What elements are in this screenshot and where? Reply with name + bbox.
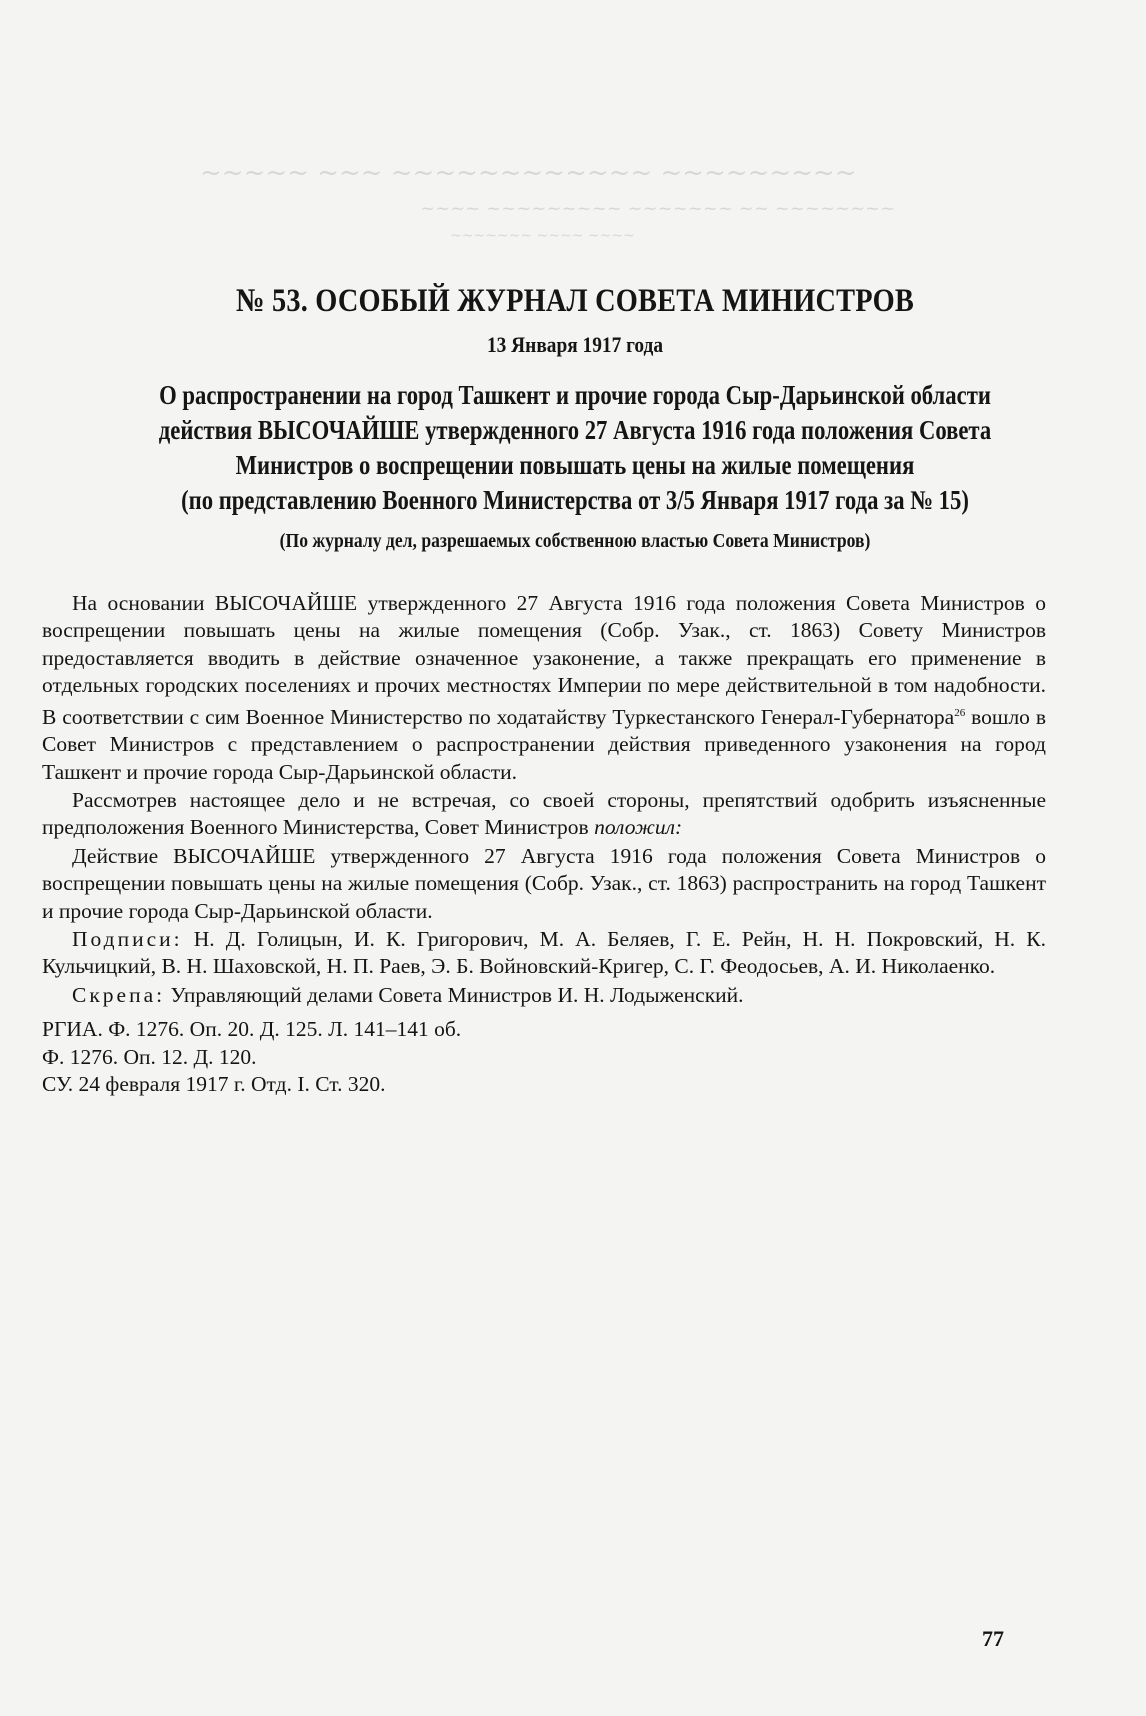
document-body [42,590,1046,1098]
document-subject [142,378,1007,518]
subject-line: Министров о воспрещении повышать цены на жилые помещения [235,450,915,480]
paragraph-basis: На основании ВЫСОЧАЙШЕ утвержденного 27 Августа 1916 года положения Совета Министров о воспрещении повышать цены на жилые помещения (Собр. Узак., ст. 1863) Совету Министров предоставляется вводить в действие означенное узаконение, а также прекращать его применение в отдельных городских поселениях и прочих местностях Империи по мере действительной в том надобности. В соответствии с сим Военное Министерство по ходатайству Туркестанского Генерал-Губернатора$^{26}$ вошло в Совет Министров с представлением о распространении действия приведенного узаконения на город Ташкент и прочие города Сыр-Дарьинской области. [42,591,1046,784]
document-title: № 53. ОСОБЫЙ ЖУРНАЛ СОВЕТА МИНИСТРОВ [236,283,914,319]
signatures-label: Подписи: [72,927,183,952]
skrepa [42,982,1046,1009]
subject-line: (по представлению Военного Министерства от 3/5 Января 1917 года за № 15) [181,485,969,515]
document-date: 13 Января 1917 года [486,332,664,357]
subject-line: действия ВЫСОЧАЙШЕ утвержденного 27 Августа 1916 года положения Совета [158,415,992,445]
skrepa-label: Скрепа: [72,982,166,1007]
decision-word: положил: [594,815,683,840]
archive-reference: РГИА. Ф. 1276. Оп. 20. Д. 125. Л. 141–141 об. [42,1017,462,1042]
archive-references [42,1016,1046,1098]
signatures-names: Н. Д. Голицын, И. К. Григорович, М. А. Беляев, Г. Е. Рейн, Н. Н. Покровский, Н. К. Кульчицкий, В. Н. Шаховской, Н. П. Раев, Э. Б. Войновский-Кригер, С. Г. Феодосьев, А. И. Николаенко. [42,927,1046,979]
bleed-through-handwriting: ~~~~~ ~~~ ~~~~~~~~~~~~ ~~~~~~~~~ ~~~~ ~~~~~~~~~ ~~~~~~~ ~~ ~~~~~~~~ ~~~~~~~ ~~~~ ~~~~ [200,158,896,244]
document-note: (По журналу дел, разрешаемых собственною властью Совета Министров) [279,530,871,552]
paragraph-decision: Рассмотрев настоящее дело и не встречая, со своей стороны, препятствий одобрить изъясненные предположения Военного Министерства, Совет Министров положил: [42,788,1046,840]
paragraph-resolution: Действие ВЫСОЧАЙШЕ утвержденного 27 Августа 1916 года положения Совета Министров о воспрещении повышать цены на жилые помещения (Собр. Узак., ст. 1863) распространить на город Ташкент и прочие города Сыр-Дарьинской области. [42,843,1046,923]
skrepa-text: Управляющий делами Совета Министров И. Н. Лодыженский. [165,982,744,1007]
footnote-reference: 26 [954,706,966,719]
page-number: 77 [982,1626,1004,1651]
signatures [42,926,1046,981]
archive-reference: СУ. 24 февраля 1917 г. Отд. I. Ст. 320. [42,1072,386,1097]
archive-reference: Ф. 1276. Оп. 12. Д. 120. [42,1044,257,1069]
subject-line: О распространении на город Ташкент и прочие города Сыр-Дарьинской области [159,380,991,410]
